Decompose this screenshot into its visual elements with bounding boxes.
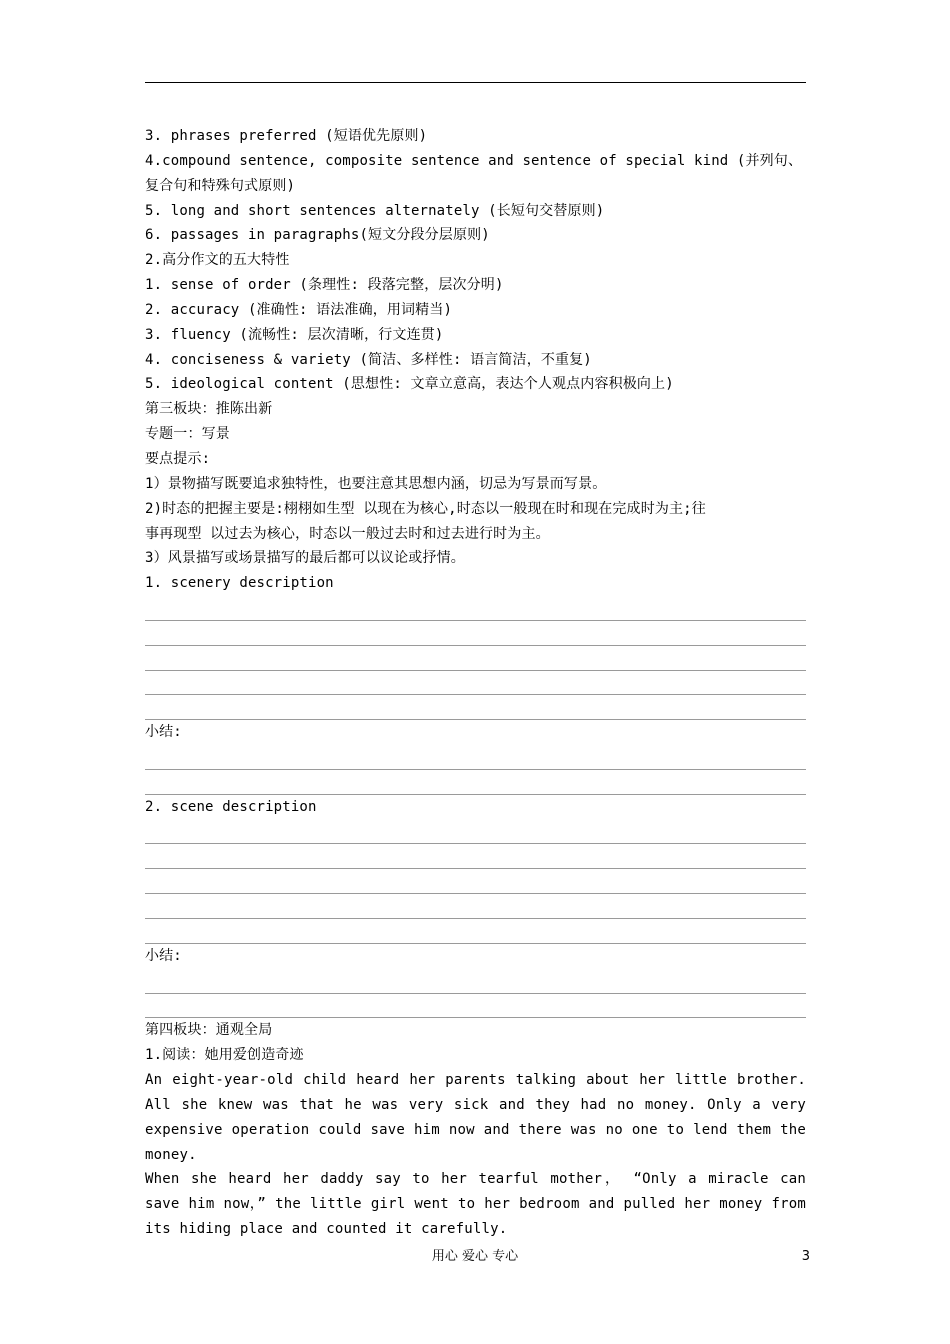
text-line: 3. fluency (流畅性: 层次清晰，行文连贯) xyxy=(145,326,444,343)
section-heading: 第四板块：通观全局 xyxy=(145,1022,273,1039)
text-line: 6. passages in paragraphs(短文分段分层原则) xyxy=(145,227,490,244)
text-line: 1）景物描写既要追求独特性，也要注意其思想内涵，切忌为写景而写景。 xyxy=(145,475,607,492)
writing-line[interactable] xyxy=(145,745,806,770)
writing-line[interactable] xyxy=(145,770,806,795)
text-line: 2)时态的把握主要是:栩栩如生型 以现在为核心,时态以一般现在时和现在完成时为主;往 xyxy=(145,500,706,517)
writing-line[interactable] xyxy=(145,844,806,869)
writing-line[interactable] xyxy=(145,894,806,919)
writing-line[interactable] xyxy=(145,969,806,994)
text-line: 5. long and short sentences alternately (长短句交替原则) xyxy=(145,202,605,219)
summary-label: 小结: xyxy=(145,947,182,964)
writing-line[interactable] xyxy=(145,646,806,671)
text-line: 1. sense of order (条理性: 段落完整，层次分明) xyxy=(145,277,504,294)
writing-line[interactable] xyxy=(145,671,806,696)
reading-title: 1.阅读：她用爱创造奇迹 xyxy=(145,1047,304,1064)
text-line: 3）风景描写或场景描写的最后都可以议论或抒情。 xyxy=(145,550,465,567)
reading-paragraph: When she heard her daddy say to her tearful mother， “Only a miracle can save him now，” the little girl went to her bedroom and pulled her money from its hiding place and counted it carefully. xyxy=(145,1171,806,1238)
reading-paragraph: An eight-year-old child heard her parents talking about her little brother. All she knew was that he was very sick and they had no money. Only a very expensive operation could save him now and there was no one to lend them the money. xyxy=(145,1072,806,1163)
topic-heading: 专题一：写景 xyxy=(145,426,230,443)
section-heading: 第三板块：推陈出新 xyxy=(145,401,273,418)
text-line: 2. accuracy (准确性: 语法准确，用词精当) xyxy=(145,301,453,318)
exercise-heading: 1. scenery description xyxy=(145,575,334,592)
writing-line[interactable] xyxy=(145,994,806,1019)
writing-line[interactable] xyxy=(145,695,806,720)
writing-line[interactable] xyxy=(145,919,806,944)
exercise-heading: 2. scene description xyxy=(145,798,317,815)
summary-label: 小结: xyxy=(145,724,182,741)
writing-line[interactable] xyxy=(145,820,806,845)
text-line: 复合句和特殊句式原则) xyxy=(145,177,296,194)
text-line: 5. ideological content (思想性: 文章立意高，表达个人观点内容积极向上) xyxy=(145,376,674,393)
text-line: 4. conciseness & variety (简洁、多样性: 语言简洁，不重复) xyxy=(145,351,592,368)
writing-line[interactable] xyxy=(145,869,806,894)
writing-line[interactable] xyxy=(145,596,806,621)
page-number: 3 xyxy=(801,1249,810,1264)
page-content xyxy=(145,124,806,1242)
text-line: 事再现型 以过去为核心，时态以一般过去时和过去进行时为主。 xyxy=(145,525,550,542)
writing-line[interactable] xyxy=(145,621,806,646)
section-heading: 2.高分作文的五大特性 xyxy=(145,252,290,269)
text-line: 3. phrases preferred (短语优先原则) xyxy=(145,128,428,144)
text-line: 4.compound sentence, composite sentence and sentence of special kind (并列句、 xyxy=(145,152,803,169)
header-rule xyxy=(145,82,806,83)
tips-label: 要点提示: xyxy=(145,450,211,467)
page-footer: 用心 爱心 专心 xyxy=(431,1249,519,1264)
